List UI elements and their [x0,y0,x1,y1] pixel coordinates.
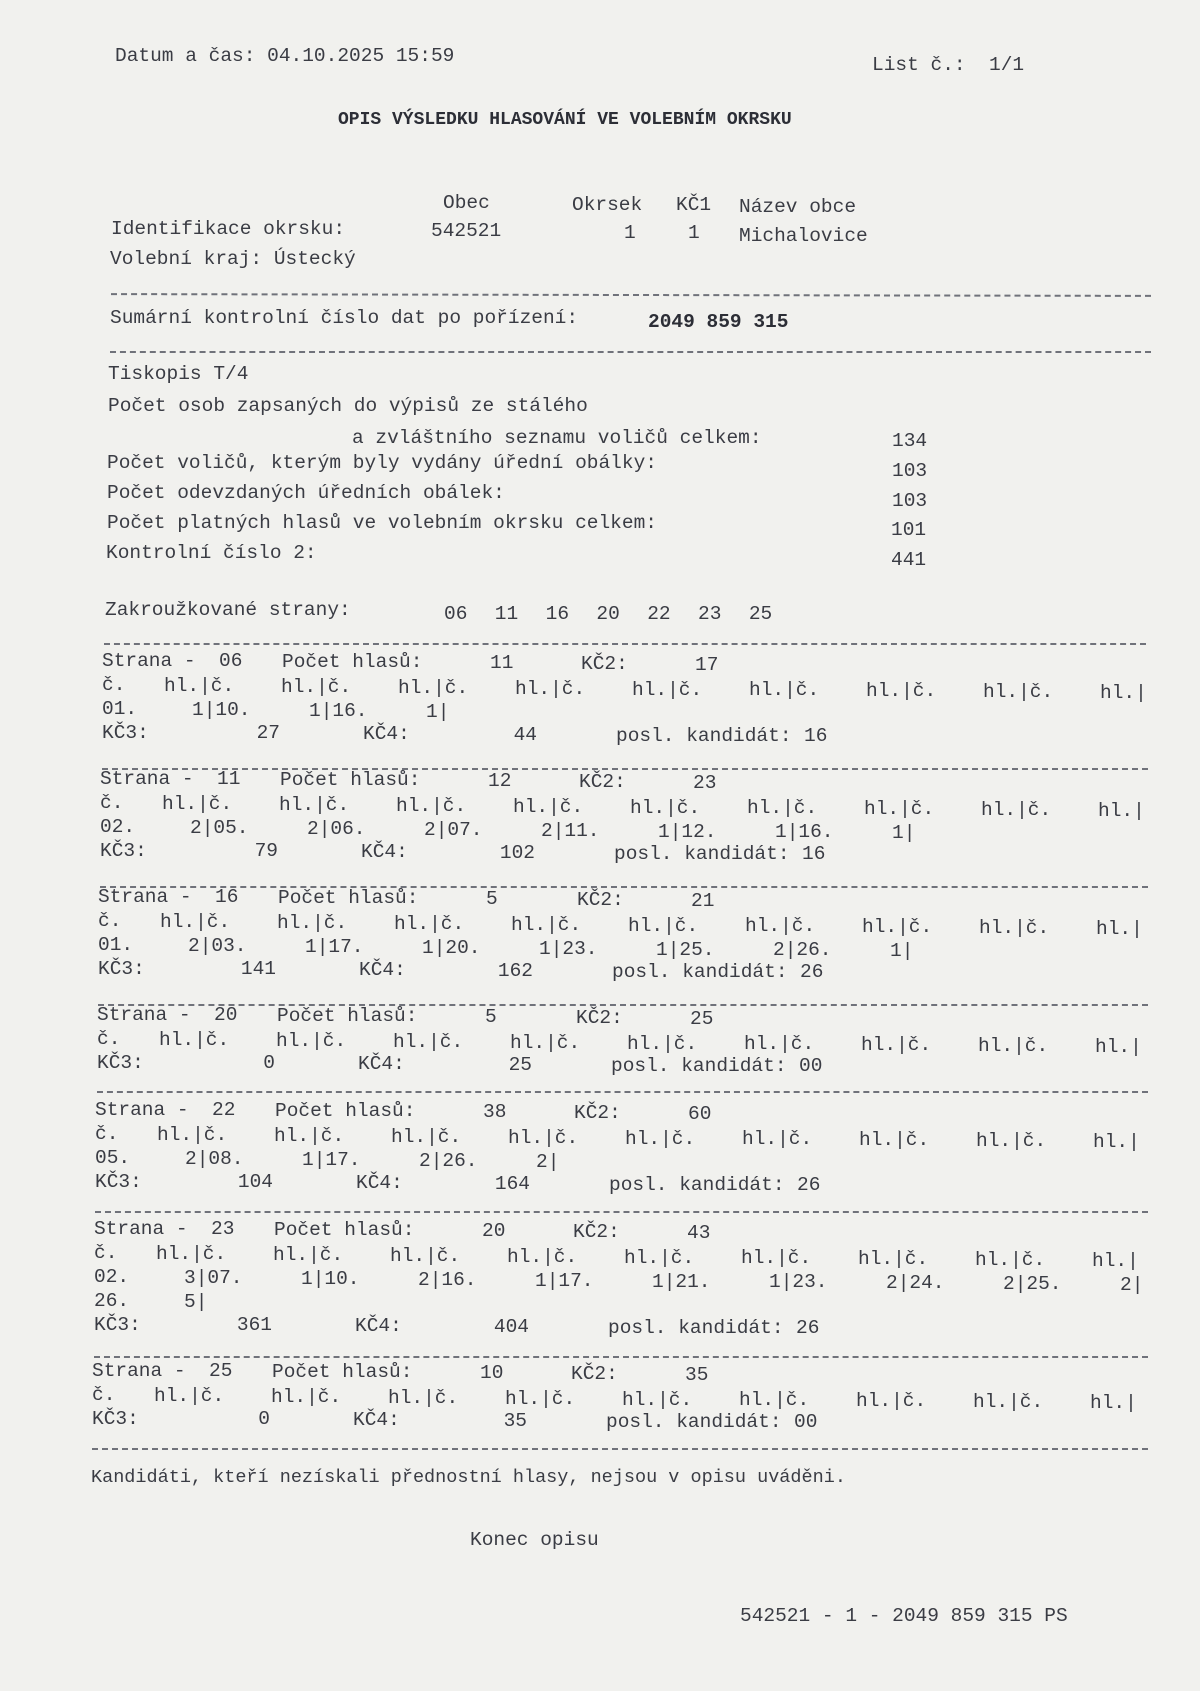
preference-col-header: hl.|č. [747,797,818,820]
preference-col-header: hl.|č. [862,916,933,939]
party-label: Strana - [95,1099,189,1121]
separator [102,768,1148,770]
preference-col-header: hl.|č. [627,1032,698,1055]
kc2-label: KČ2: [576,1007,623,1029]
preference-col-header: hl.|č. [390,1244,461,1267]
region: Volební kraj: Ústecký [110,248,356,270]
kc3-label: KČ3: [98,958,145,980]
preference-cell: 26. [94,1290,130,1312]
kc3-value: 141 [240,958,276,980]
kc4-label: KČ4: [356,1172,403,1194]
vote-count-label: Počet hlasů: [277,1005,418,1027]
preference-col-header: č. [94,1242,118,1264]
preference-col-header: hl.|č. [861,1034,932,1057]
preference-col-header: hl.|č. [281,675,352,698]
kc4-label: KČ4: [355,1315,402,1337]
preference-col-header: hl.|č. [156,1242,227,1265]
preference-col-header: hl.|č. [154,1384,225,1407]
preference-cell: 1|23. [769,1271,828,1294]
preference-col-header: hl.|č. [744,1033,815,1056]
preference-cell: 1|20. [422,936,481,959]
kc3-value: 361 [236,1314,272,1336]
preference-cell: 02. [94,1266,130,1288]
preference-col-header: hl.| [1096,918,1143,941]
preference-col-header: hl.|č. [508,1126,579,1149]
preference-col-header: hl.|č. [164,674,235,697]
returned-value: 103 [892,490,928,512]
party-label: Strana - [92,1360,186,1382]
document-title: OPIS VÝSLEDKU HLASOVÁNÍ VE VOLEBNÍM OKRSKU [338,110,792,130]
preference-col-header: hl.|č. [624,1246,695,1269]
preference-col-header: hl.|č. [622,1388,693,1411]
preference-col-header: hl.|č. [271,1385,342,1408]
preference-col-header: hl.|č. [973,1391,1044,1414]
preference-cell: 2| [1120,1274,1144,1297]
vote-count-label: Počet hlasů: [275,1100,416,1122]
kc4-value: 35 [503,1410,527,1432]
preference-cell: 1|21. [652,1270,711,1293]
preference-col-header: hl.|č. [981,799,1052,822]
preference-col-header: hl.|č. [279,793,350,816]
control-number-value: 441 [891,549,927,571]
preference-col-header: hl.|č. [162,792,233,815]
preference-cell: 2| [536,1150,560,1173]
preference-col-header: hl.| [1090,1392,1137,1415]
party-label: Strana - [102,650,196,672]
preference-cell: 2|05. [190,816,249,839]
preference-cell: 1|17. [302,1148,361,1171]
kc2-value: 43 [687,1222,711,1244]
preference-col-header: hl.|č. [745,915,816,938]
preference-cell: 02. [100,816,136,838]
checksum-label: Sumární kontrolní číslo dat po pořízení: [110,307,579,329]
checksum-value: 2049 859 315 [648,311,789,333]
preference-col-header: hl.|č. [276,1029,347,1052]
last-candidate-label: posl. kandidát: [611,1055,787,1077]
kc2-label: KČ2: [579,771,626,793]
preference-col-header: hl.|č. [866,680,937,703]
control-number-label: Kontrolní číslo 2: [106,542,317,564]
preference-col-header: č. [97,1028,121,1050]
col-obec: Obec [443,192,490,214]
preference-cell: 2|11. [541,819,600,842]
party-label: Strana - [98,886,192,908]
preference-col-header: hl.|č. [157,1123,228,1146]
party-number: 23 [211,1218,235,1240]
preference-cell: 01. [98,934,134,956]
col-okrsek: Okrsek [572,194,643,216]
obec-code: 542521 [431,220,502,242]
preference-cell: 1|17. [305,935,364,958]
preference-cell: 1|16. [775,821,834,844]
separator [92,1448,1148,1450]
vote-count: 10 [480,1362,504,1384]
preference-col-header: hl.|č. [742,1128,813,1151]
footer-note: Kandidáti, kteří nezískali přednostní hlasy, nejsou v opisu uváděni. [91,1467,846,1488]
kc2-label: KČ2: [571,1363,618,1385]
kc4-value: 404 [493,1316,529,1338]
last-candidate-value: 00 [799,1055,823,1077]
kc3-label: KČ3: [95,1171,142,1193]
kc3-label: KČ3: [102,722,149,744]
preference-col-header: hl.|č. [511,913,582,936]
preference-col-header: hl.|č. [515,677,586,700]
preference-col-header: hl.|č. [628,914,699,937]
preference-col-header: hl.|č. [398,676,469,699]
separator [110,351,1151,353]
kc3-value: 104 [237,1171,273,1193]
preference-col-header: hl.|č. [859,1129,930,1152]
last-candidate-label: posl. kandidát: [612,961,788,983]
party-number: 16 [215,886,239,908]
kc2-value: 23 [693,772,717,794]
preference-col-header: hl.|č. [391,1125,462,1148]
preference-cell: 3|07. [184,1266,243,1289]
municipality-name: Michalovice [739,225,868,247]
preference-col-header: hl.| [1092,1250,1139,1273]
preference-cell: 1|25. [656,938,715,961]
kc3-label: KČ3: [97,1052,144,1074]
identification-label: Identifikace okrsku: [111,218,346,240]
kc2-label: KČ2: [577,889,624,911]
preference-col-header: hl.|č. [979,917,1050,940]
separator [95,1211,1148,1213]
preference-col-header: hl.|č. [858,1248,929,1271]
preference-cell: 01. [102,698,138,720]
preference-cell: 1| [892,822,916,845]
kc4-value: 162 [497,960,533,982]
last-candidate-value: 26 [797,1174,821,1196]
preference-col-header: hl.|č. [625,1127,696,1150]
kc2-value: 25 [690,1008,714,1030]
preference-cell: 1| [426,700,450,723]
preference-col-header: hl.|č. [160,910,231,933]
party-number: 06 [219,650,243,672]
kc4-value: 102 [499,842,535,864]
preference-cell: 1|12. [658,820,717,843]
preference-cell: 1|10. [301,1267,360,1290]
party-label: Strana - [97,1004,191,1026]
party-number: 25 [209,1360,233,1382]
preference-col-header: hl.|č. [394,912,465,935]
vote-count-label: Počet hlasů: [280,769,421,791]
preference-col-header: hl.| [1095,1036,1142,1059]
sheet-number: List č.: 1/1 [872,54,1025,76]
preference-col-header: hl.|č. [976,1130,1047,1153]
last-candidate-value: 26 [800,961,824,983]
registered-label-line2: a zvláštního seznamu voličů celkem: [352,427,762,449]
kc3-label: KČ3: [92,1408,139,1430]
preference-col-header: hl.|č. [159,1028,230,1051]
preference-col-header: hl.|č. [630,796,701,819]
vote-count: 20 [482,1220,506,1242]
registered-label-line1: Počet osob zapsaných do výpisů ze stálého [108,395,588,417]
kc2-label: KČ2: [581,653,628,675]
preference-cell: 1|17. [535,1269,594,1292]
last-candidate-value: 16 [804,725,828,747]
end-of-document: Konec opisu [470,1529,599,1551]
party-number: 11 [217,768,241,790]
preference-col-header: hl.|č. [274,1124,345,1147]
kc4-label: KČ4: [358,1053,405,1075]
kc2-value: 60 [688,1103,712,1125]
preference-col-header: hl.|č. [277,911,348,934]
preference-col-header: hl.|č. [975,1249,1046,1272]
last-candidate-label: posl. kandidát: [606,1411,782,1433]
vote-count: 38 [483,1101,507,1123]
vote-count-label: Počet hlasů: [278,887,419,909]
preference-col-header: č. [102,674,126,696]
preference-col-header: hl.|č. [632,678,703,701]
preference-cell: 1|16. [309,699,368,722]
vote-count-label: Počet hlasů: [272,1361,413,1383]
preference-cell: 2|16. [418,1268,477,1291]
preference-cell: 2|03. [188,934,247,957]
preference-col-header: č. [92,1384,116,1406]
valid-votes-value: 101 [891,519,927,541]
party-label: Strana - [94,1218,188,1240]
preference-col-header: hl.|č. [273,1243,344,1266]
preference-cell: 5| [184,1290,208,1313]
kc3-value: 0 [263,1052,275,1074]
okrsek-number: 1 [624,222,636,244]
vote-count: 11 [490,652,514,674]
kc3-label: KČ3: [94,1314,141,1336]
kc4-label: KČ4: [361,841,408,863]
last-candidate-value: 26 [796,1317,820,1339]
preference-col-header: hl.|č. [393,1030,464,1053]
vote-count-label: Počet hlasů: [274,1219,415,1241]
kc2-label: KČ2: [573,1221,620,1243]
kc3-value: 27 [256,722,280,744]
kc2-label: KČ2: [574,1102,621,1124]
preference-cell: 1|10. [192,698,251,721]
last-candidate-value: 00 [794,1411,818,1433]
last-candidate-value: 16 [802,843,826,865]
preference-col-header: hl.|č. [864,798,935,821]
separator [104,643,1146,645]
separator [111,293,1151,297]
separator [97,1091,1148,1093]
preference-col-header: hl.|č. [739,1389,810,1412]
circled-parties-values: 06 11 16 20 22 23 25 [444,603,773,625]
preference-col-header: hl.| [1093,1131,1140,1154]
kc4-label: KČ4: [353,1409,400,1431]
party-label: Strana - [100,768,194,790]
vote-count: 5 [485,1006,497,1028]
col-nazev-obce: Název obce [739,196,857,218]
preference-col-header: hl.|č. [388,1386,459,1409]
party-number: 20 [214,1004,238,1026]
last-candidate-label: posl. kandidát: [608,1317,784,1339]
preference-col-header: hl.|č. [513,795,584,818]
preference-cell: 1| [890,940,914,963]
last-candidate-label: posl. kandidát: [616,725,792,747]
col-kc1: KČ1 [676,194,712,216]
preference-col-header: hl.|č. [978,1035,1049,1058]
preference-cell: 2|24. [886,1272,945,1295]
party-number: 22 [212,1099,236,1121]
kc1-value: 1 [688,222,700,244]
separator [94,1356,1148,1358]
preference-col-header: č. [100,792,124,814]
preference-cell: 2|26. [419,1149,478,1172]
preference-col-header: hl.|č. [396,794,467,817]
circled-parties-label: Zakroužkované strany: [105,599,351,621]
preference-cell: 2|08. [185,1147,244,1170]
preference-col-header: č. [98,910,122,932]
kc2-value: 35 [685,1364,709,1386]
preference-col-header: hl.|č. [507,1245,578,1268]
kc4-value: 164 [494,1173,530,1195]
kc4-label: KČ4: [359,959,406,981]
kc4-label: KČ4: [363,723,410,745]
kc4-value: 25 [508,1054,532,1076]
kc3-value: 79 [254,840,278,862]
last-candidate-label: posl. kandidát: [609,1174,785,1196]
valid-votes-label: Počet platných hlasů ve volebním okrsku celkem: [107,512,657,534]
preference-col-header: hl.| [1098,800,1145,823]
vote-count-label: Počet hlasů: [282,651,423,673]
vote-count: 12 [488,770,512,792]
form-name: Tiskopis T/4 [108,363,249,385]
preference-col-header: č. [95,1123,119,1145]
vote-count: 5 [486,888,498,910]
preference-col-header: hl.|č. [983,681,1054,704]
kc3-label: KČ3: [100,840,147,862]
returned-label: Počet odevzdaných úředních obálek: [107,482,505,504]
document-code: 542521 - 1 - 2049 859 315 PS [740,1605,1068,1627]
envelopes-label: Počet voličů, kterým byly vydány úřední obálky: [107,452,657,474]
kc2-value: 17 [695,654,719,676]
preference-col-header: hl.|č. [749,679,820,702]
separator [98,1004,1148,1006]
preference-cell: 1|23. [539,937,598,960]
preference-cell: 05. [95,1147,131,1169]
preference-cell: 2|25. [1003,1273,1062,1296]
registered-value: 134 [892,430,928,452]
kc3-value: 0 [258,1408,270,1430]
print-datetime: Datum a čas: 04.10.2025 15:59 [115,45,455,67]
preference-col-header: hl.|č. [741,1247,812,1270]
preference-col-header: hl.| [1100,682,1147,705]
preference-col-header: hl.|č. [856,1390,927,1413]
kc2-value: 21 [691,890,715,912]
preference-cell: 2|06. [307,817,366,840]
separator [100,886,1148,888]
envelopes-value: 103 [892,460,928,482]
preference-col-header: hl.|č. [505,1387,576,1410]
preference-col-header: hl.|č. [510,1031,581,1054]
kc4-value: 44 [513,724,537,746]
preference-cell: 2|07. [424,818,483,841]
preference-cell: 2|26. [773,939,832,962]
last-candidate-label: posl. kandidát: [614,843,790,865]
